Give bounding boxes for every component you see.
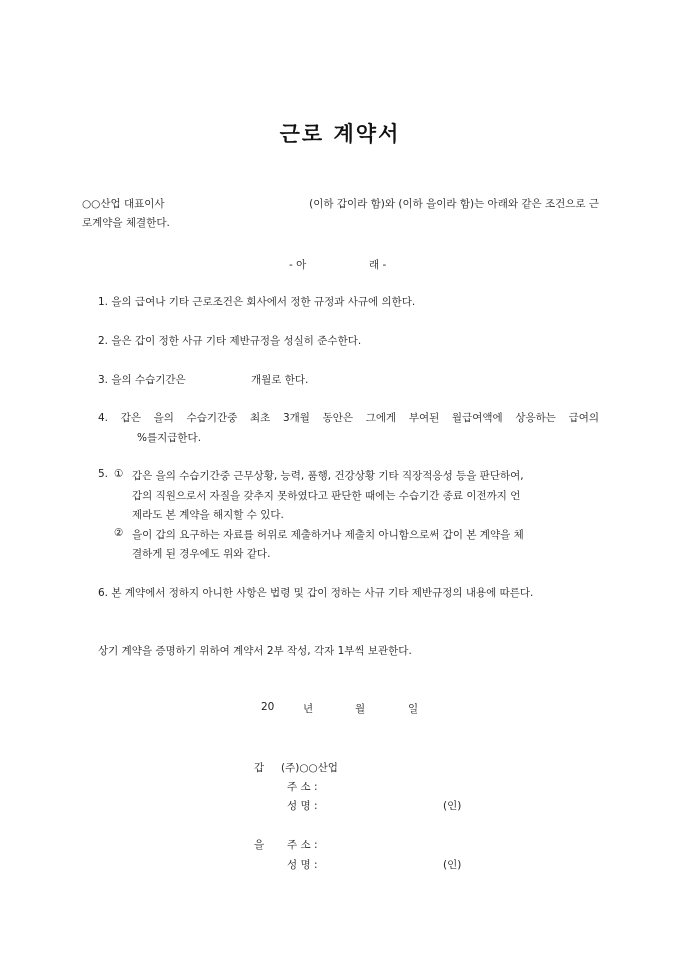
clause-4-line-2: %를지급한다. — [137, 432, 202, 444]
party-gap-name-label: 성 명 : — [287, 800, 318, 812]
intro-line-1 — [82, 196, 599, 211]
party-eul-seal: (인) — [443, 859, 462, 871]
clause-3-part-a: 3. 을의 수습기간은 — [98, 374, 186, 386]
clause-5-2-line-1: 을이 갑의 요구하는 자료를 허위로 제출하거나 제출치 아니함으로써 갑이 본 계약을 체 — [132, 529, 524, 541]
party-gap-seal: (인) — [443, 800, 462, 812]
party-gap-label: 갑 — [254, 762, 265, 774]
clause-5-1-line-2: 갑의 직원으로서 자질을 갖추지 못하였다고 판단한 때에는 수습기간 종료 이전까지 언 — [132, 490, 521, 502]
party-gap-address-label: 주 소 : — [287, 781, 318, 793]
intro-line-2: 로계약을 체결한다. — [82, 217, 170, 229]
party-eul-address-label: 주 소 : — [287, 839, 318, 851]
clause-5-mark-1: ① — [114, 468, 124, 480]
clause-6: 6. 본 계약에서 정하지 아니한 사항은 법령 및 갑이 정하는 사규 기타 제반규정의 내용에 따른다. — [98, 587, 534, 599]
date-day-unit: 일 — [408, 703, 419, 715]
party-eul-label: 을 — [254, 839, 265, 851]
separator-left: - 아 — [289, 259, 307, 271]
clause-1: 1. 을의 급여나 기타 근로조건은 회사에서 정한 규정과 사규에 의한다. — [98, 296, 416, 308]
date-year-unit: 년 — [303, 703, 314, 715]
separator-right: 래 - — [369, 259, 387, 271]
clause-2: 2. 을은 갑이 정한 사규 기타 제반규정을 성실히 준수한다. — [98, 335, 362, 347]
clause-3-part-b: 개월로 한다. — [251, 374, 309, 386]
clause-5-mark-2: ② — [114, 527, 124, 539]
closing-statement: 상기 계약을 증명하기 위하여 계약서 2부 작성, 각자 1부씩 보관한다. — [98, 645, 412, 657]
party-eul-name-label: 성 명 : — [287, 859, 318, 871]
clause-5-1-line-1: 갑은 을의 수습기간중 근무상황, 능력, 품행, 건강상황 기타 직장적응성 등을 판단하여, — [132, 470, 524, 482]
intro-party-a: ○○산업 대표이사 — [82, 198, 165, 210]
document-title: 근로 계약서 — [279, 122, 401, 146]
party-gap-company: (주)○○산업 — [281, 762, 338, 774]
date-year: 20 — [261, 701, 275, 713]
intro-line-1-rest: (이하 갑이라 함)와 (이하 을이라 함)는 아래와 같은 조건으로 근 — [309, 198, 599, 210]
clause-4-line-1: 4. 갑은 을의 수습기간중 최초 3개월 동안은 그에게 부여된 월급여액에 상응하는 급여의 — [98, 412, 599, 424]
clause-5-2-line-2: 결하게 된 경우에도 위와 같다. — [132, 548, 271, 560]
clause-5-1-line-3: 제라도 본 계약을 해지할 수 있다. — [132, 509, 284, 521]
clause-5-number: 5. — [98, 468, 109, 480]
date-month-unit: 월 — [355, 703, 366, 715]
